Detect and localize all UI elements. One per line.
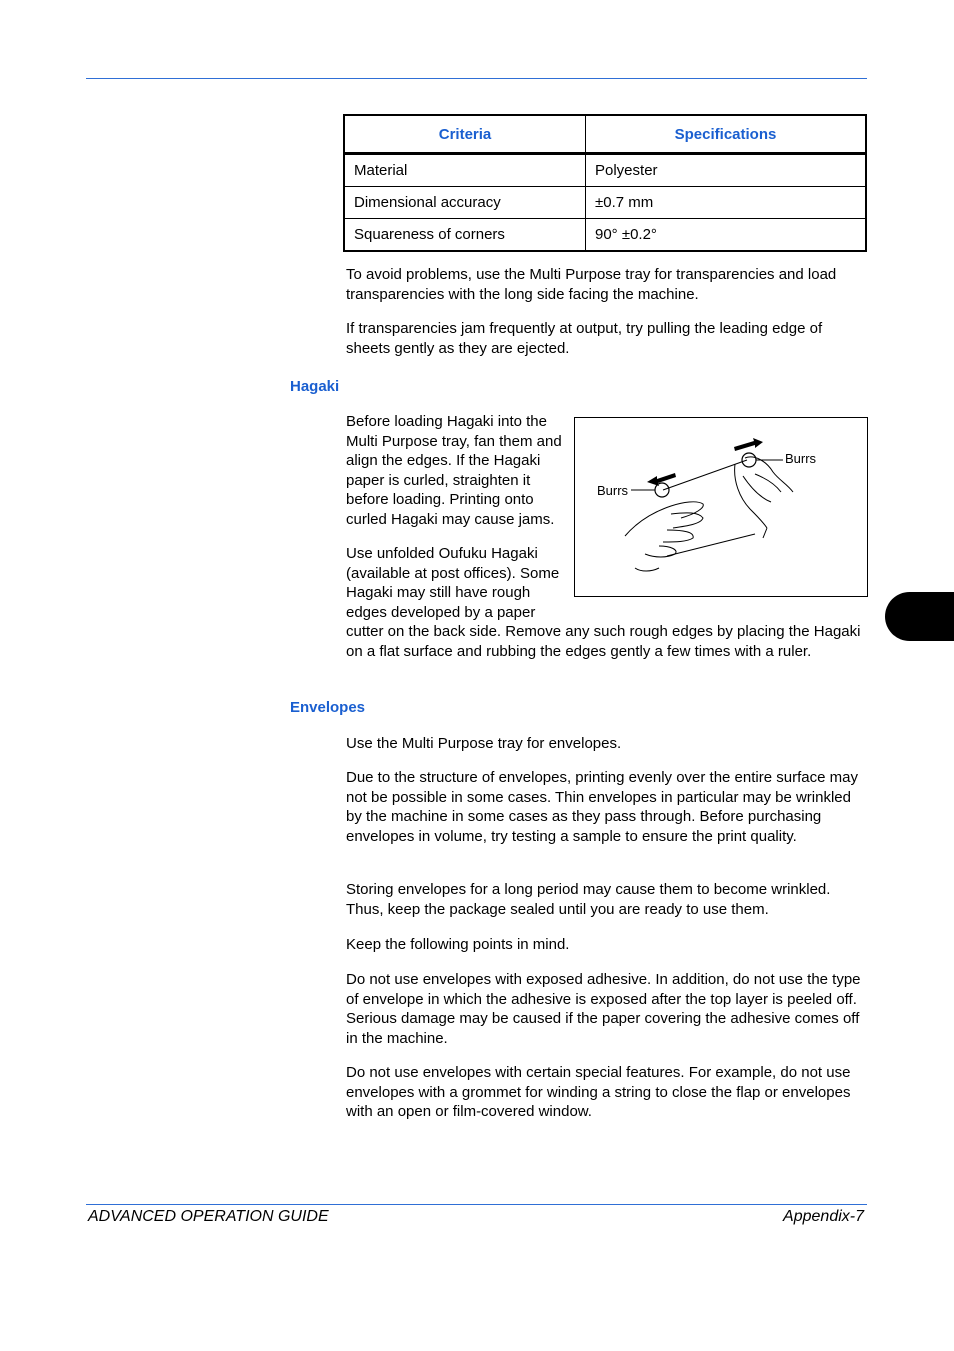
hagaki-paragraph-2: Use unfolded Oufuku Hagaki (available at post offices). Some Hagaki may still have rough edges developed by a paper cutter on the back side. Remove any such rough edges by placing the Hagaki on a flat surface and rubbing the edges gently a few times with a ruler.: [346, 545, 861, 660]
burrs-label-right: Burrs: [785, 451, 817, 466]
arrow-right-icon: [734, 438, 763, 451]
hagaki-section: [346, 412, 868, 676]
arrow-left-icon: [647, 473, 676, 486]
table-cell: 90° ±0.2°: [586, 219, 867, 252]
footer-page-number: Appendix-7: [783, 1208, 864, 1225]
burrs-label-left: Burrs: [597, 483, 629, 498]
footer-rule: [86, 1204, 867, 1205]
transparency-paragraph-2: If transparencies jam frequently at output, try pulling the leading edge of sheets gently as they are ejected.: [346, 320, 823, 357]
envelopes-paragraph-5: Do not use envelopes with exposed adhesive. In addition, do not use the type of envelope in which the adhesive is exposed after the top layer is peeled off. Serious damage may be caused if the paper covering the adhesive comes off in the machine.: [346, 971, 861, 1047]
envelopes-paragraph-1: Use the Multi Purpose tray for envelopes.: [346, 735, 622, 752]
table-header-row: [344, 115, 866, 154]
table-cell: Polyester: [586, 154, 867, 187]
hagaki-figure: [574, 417, 868, 597]
envelopes-paragraph-2: Due to the structure of envelopes, printing evenly over the entire surface may not be possible in some cases. Thin envelopes in particular may be wrinkled by the machine in some cases as they pass through. Before purchasing envelopes in volume, try testing a sample to ensure the print quality.: [346, 769, 858, 845]
envelopes-paragraph-3: Storing envelopes for a long period may cause them to become wrinkled. Thus, keep the package sealed until you are ready to use them.: [346, 881, 831, 918]
table-row: [344, 154, 866, 187]
table-header-specifications: Specifications: [586, 115, 867, 154]
hands-paper-illustration: [575, 418, 867, 596]
transparency-paragraph-1: To avoid problems, use the Multi Purpose tray for transparencies and load transparencies with the long side facing the machine.: [346, 266, 837, 303]
hagaki-heading: Hagaki: [290, 378, 340, 395]
table-header-criteria: Criteria: [344, 115, 586, 154]
spec-table: [343, 114, 867, 252]
table-cell: Material: [344, 154, 586, 187]
table-row: [344, 219, 866, 252]
hagaki-paragraph-1: Before loading Hagaki into the Multi Purpose tray, fan them and align the edges. If the Hagaki paper is curled, straighten it before loading. Printing onto curled Hagaki may cause jams.: [346, 413, 562, 528]
chapter-tab: [885, 592, 954, 641]
footer-guide-title: ADVANCED OPERATION GUIDE: [88, 1208, 329, 1225]
envelopes-paragraph-6: Do not use envelopes with certain special features. For example, do not use envelopes with a grommet for winding a string to close the flap or envelopes with an open or film-covered window.: [346, 1064, 851, 1120]
envelopes-heading: Envelopes: [290, 699, 366, 716]
table-cell: ±0.7 mm: [586, 187, 867, 219]
table-cell: Dimensional accuracy: [344, 187, 586, 219]
burr-circle-right: [742, 453, 756, 467]
header-rule: [86, 78, 867, 79]
envelopes-paragraph-4: Keep the following points in mind.: [346, 936, 570, 953]
table-row: [344, 187, 866, 219]
table-cell: Squareness of corners: [344, 219, 586, 252]
